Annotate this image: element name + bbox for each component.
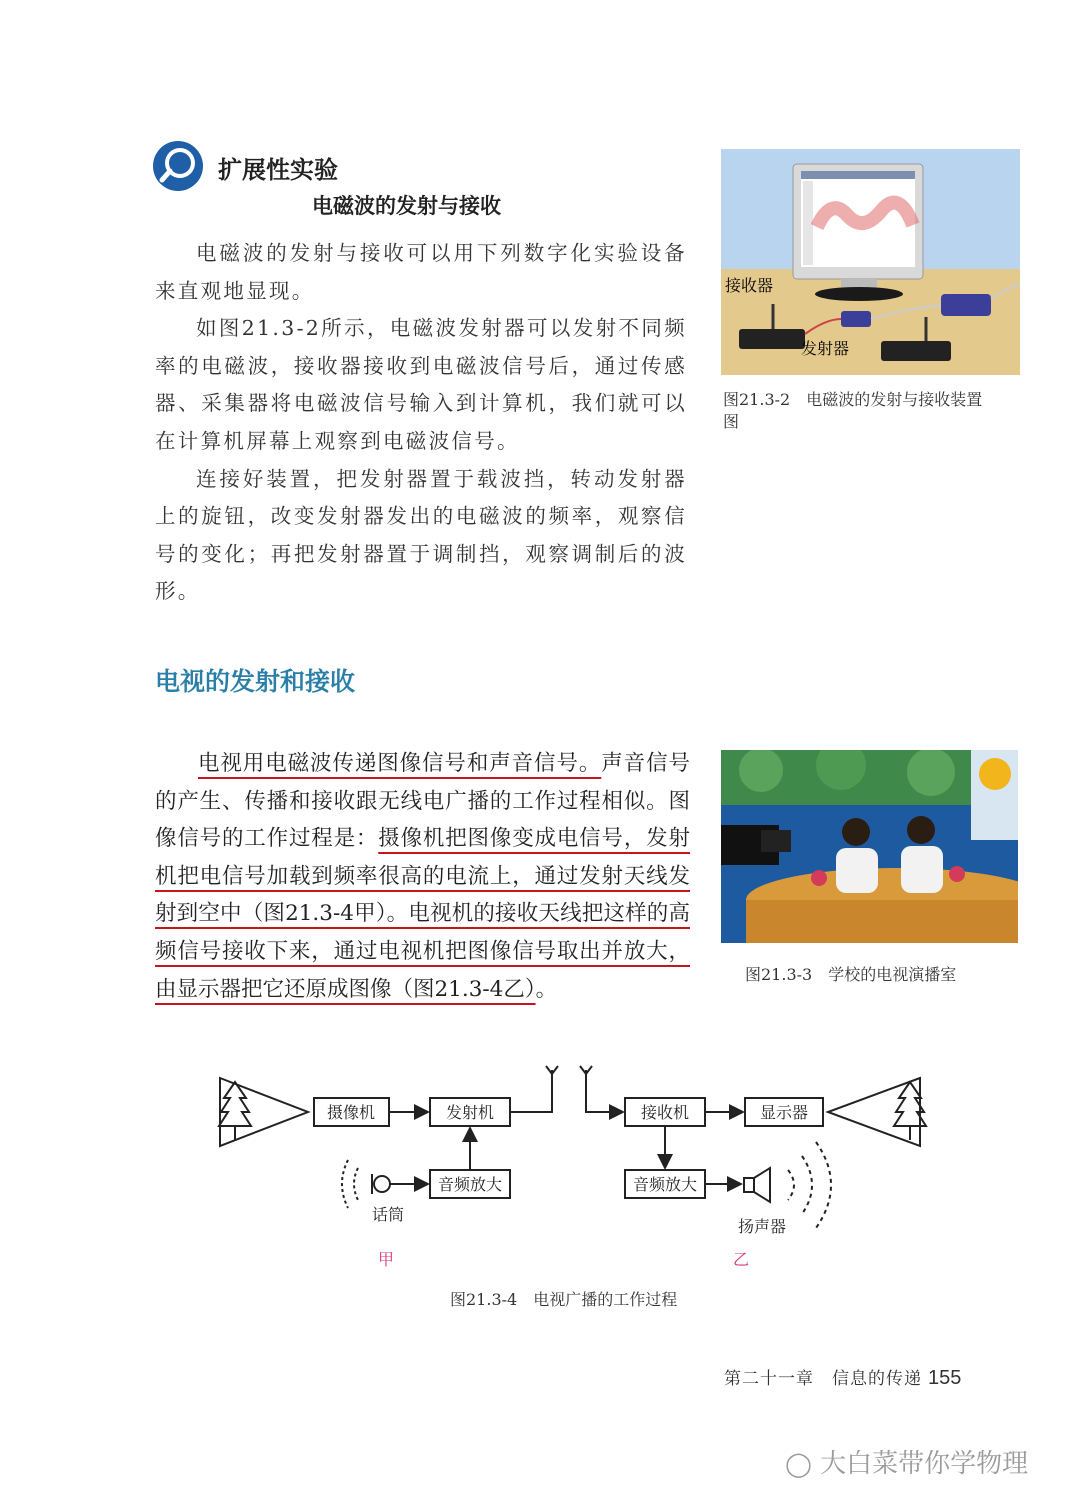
section-label: 扩展性实验	[218, 156, 338, 184]
experiment-text	[155, 235, 687, 611]
audio-amp-label: 音频放大	[437, 1175, 503, 1194]
text: 声音信号的产生、传播和接收跟无线电广播的工作过程相似。图像信号的工作过程是：	[155, 751, 690, 852]
experiment-title: 电磁波的发射与接收	[312, 194, 501, 218]
page-number: 155	[928, 1367, 962, 1389]
wechat-icon: ◯	[785, 1450, 812, 1478]
tree-icon	[894, 1082, 926, 1140]
text: 。	[535, 976, 558, 1002]
figure-caption: 图21.3-2 电磁波的发射与接收装置图	[723, 390, 983, 431]
diagram-label-jia: 甲	[377, 1250, 395, 1269]
paragraph: 连接好装置，把发射器置于载波挡，转动发射器上的旋钮，改变发射器发出的电磁波的频率，观察信号的变化；再把发射器置于调制挡，观察调制后的波形。	[155, 466, 687, 604]
camera-label: 摄像机	[326, 1103, 376, 1122]
section-heading: 电视的发射和接收	[155, 667, 356, 696]
speaker-icon	[744, 1168, 770, 1202]
tv-text	[155, 745, 690, 1008]
tree-icon	[219, 1082, 251, 1140]
page-footer	[724, 1364, 961, 1390]
microphone-icon	[372, 1174, 390, 1194]
tv-broadcast-diagram	[210, 1060, 940, 1275]
speaker-label: 扬声器	[737, 1217, 787, 1236]
microphone-label: 话筒	[371, 1205, 405, 1224]
display-label: 显示器	[759, 1103, 809, 1122]
figure-caption: 图21.3-4 电视广播的工作过程	[450, 1290, 678, 1309]
paragraph: 电磁波的发射与接收可以用下列数字化实验设备来直观地显现。	[155, 241, 687, 303]
paragraph: 如图21.3-2所示，电磁波发射器可以发射不同频率的电磁波，接收器接收到电磁波信号后，通过传感器、采集器将电磁波信号输入到计算机，我们就可以在计算机屏幕上观察到电磁波信号。	[155, 316, 687, 453]
magnifier-icon	[152, 140, 204, 192]
figure-caption: 图21.3-3 学校的电视演播室	[745, 965, 957, 984]
watermark-text: 大白菜带你学物理	[820, 1449, 1029, 1479]
underlined-text: 摄像机把图像变成电信号，发射机把电信号加载到频率很高的电流上，通过发射天线发射到空中（图21.3-4甲）。电视机的接收天线把这样的高频信号接收下来，通过电视机把图像信号取出并放大，由显示器把它还原成图像（图21.3-4乙）	[155, 826, 690, 1002]
experiment-photo	[721, 149, 1020, 375]
audio-amp-label: 音频放大	[632, 1175, 698, 1194]
underlined-text: 电视用电磁波传递图像信号和声音信号。	[198, 751, 602, 776]
tv-studio-photo	[721, 750, 1018, 943]
transmitter-label: 发射器	[801, 339, 850, 358]
watermark	[785, 1443, 1028, 1480]
transmitter-label: 发射机	[445, 1103, 495, 1122]
diagram-label-yi: 乙	[732, 1250, 750, 1269]
receiver-label: 接收机	[640, 1103, 690, 1122]
chapter-title: 第二十一章 信息的传递	[724, 1369, 922, 1389]
receiver-label: 接收器	[725, 276, 774, 295]
